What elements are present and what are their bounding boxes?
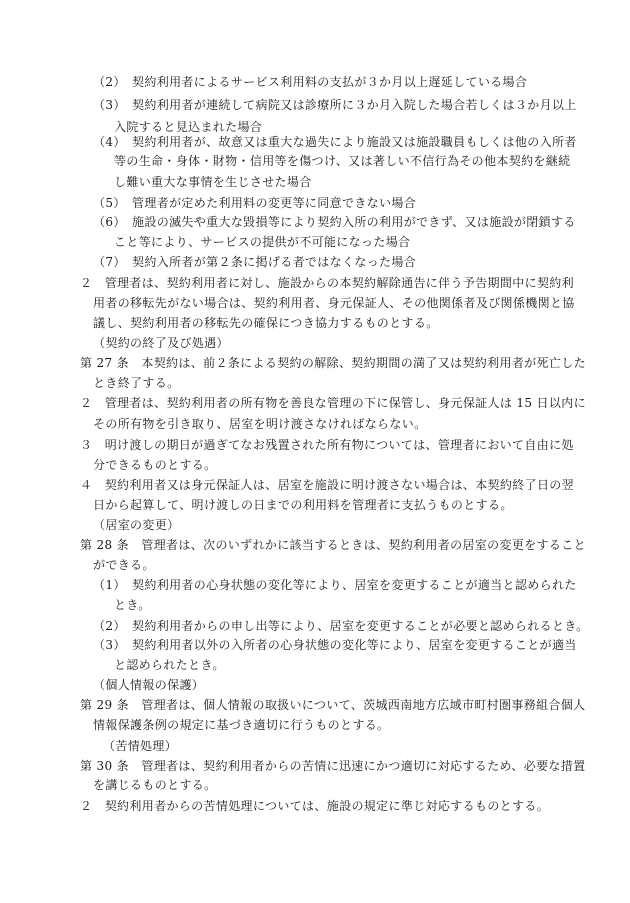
text-line: し難い重大な事情を生じさせた場合 (114, 175, 312, 189)
text-line: （2） 契約利用者からの申し出等により、居室を変更することが必要と認められるとき。 (93, 619, 589, 633)
text-line: ２ 契約利用者からの苦情処理については、施設の規定に準じ対応するものとする。 (80, 799, 550, 813)
text-line: と認められたとき。 (114, 658, 225, 672)
section-heading: （契約の終了及び処遇） (93, 336, 229, 350)
text-line: を講じるものとする。 (93, 778, 217, 792)
text-line: （1） 契約利用者の心身状態の変化等により、居室を変更することが適当と認められた (93, 578, 577, 592)
text-line: 入院すると見込まれた場合 (114, 120, 263, 134)
text-line: （2） 契約利用者によるサービス利用料の支払が３か月以上遅延している場合 (93, 75, 528, 89)
text-line: 用者の移転先がない場合は、契約利用者、身元保証人、その他関係者及び関係機関と協 (93, 296, 575, 310)
text-line: ３ 明け渡しの期日が過ぎてなお残置された所有物については、管理者において自由に処 (80, 438, 574, 452)
text-line: （4） 契約利用者が、故意又は重大な過失により施設又は施設職員もしくは他の入所者 (93, 135, 577, 149)
article-28: 第 28 条 管理者は、次のいずれかに該当するときは、契約利用者の居室の変更をすること (80, 538, 586, 552)
text-line: ２ 管理者は、契約利用者の所有物を善良な管理の下に保管し、身元保証人は 15 日以内に (80, 396, 586, 410)
text-line: 分できるものとする。 (93, 458, 217, 472)
text-line: ２ 管理者は、契約利用者に対し、施設からの本契約解除通告に伴う予告期間中に契約利 (80, 276, 575, 290)
text-line: ができる。 (93, 558, 155, 572)
section-heading: （苦情処理） (103, 739, 178, 753)
text-line: （6） 施設の滅失や重大な毀損等により契約入所の利用ができず、又は施設が閉鎖する (93, 215, 576, 229)
section-heading: （個人情報の保護） (93, 678, 205, 692)
text-line: （3） 契約利用者が連続して病院又は診療所に３か月入院した場合若しくは３か月以上 (93, 98, 577, 112)
article-29: 第 29 条 管理者は、個人情報の取扱いについて、茨城西南地方広域市町村圏事務組合個人 (80, 698, 586, 712)
text-line: とき。 (114, 598, 151, 612)
text-line: 議し、契約利用者の移転先の確保につき協力するものとする。 (93, 316, 439, 330)
article-27: 第 27 条 本契約は、前２条による契約の解除、契約期間の満了又は契約利用者が死亡した (80, 356, 586, 370)
text-line: （3） 契約利用者以外の入所者の心身状態の変化等により、居室を変更することが適当 (93, 638, 577, 652)
text-line: こと等により、サービスの提供が不可能になった場合 (114, 235, 411, 249)
text-line: とき終了する。 (93, 376, 180, 390)
section-heading: （居室の変更） (93, 518, 180, 532)
article-30: 第 30 条 管理者は、契約利用者からの苦情に迅速にかつ適切に対応するため、必要な措置 (80, 759, 586, 773)
text-line: その所有物を引き取り、居室を明け渡さなければならない。 (93, 417, 427, 431)
text-line: ４ 契約利用者又は身元保証人は、居室を施設に明け渡さない場合は、本契約終了日の翌 (80, 478, 575, 492)
text-line: 等の生命・身体・財物・信用等を傷つけ、又は著しい不信行為その他本契約を継続 (114, 154, 571, 168)
text-line: （5） 管理者が定めた利用料の変更等に同意できない場合 (93, 196, 417, 210)
text-line: （7） 契約入所者が第２条に掲げる者ではなくなった場合 (93, 255, 417, 269)
text-line: 情報保護条例の規定に基づき適切に行うものとする。 (93, 718, 390, 732)
text-line: 日から起算して、明け渡しの日までの利用料を管理者に支払うものとする。 (93, 498, 513, 512)
